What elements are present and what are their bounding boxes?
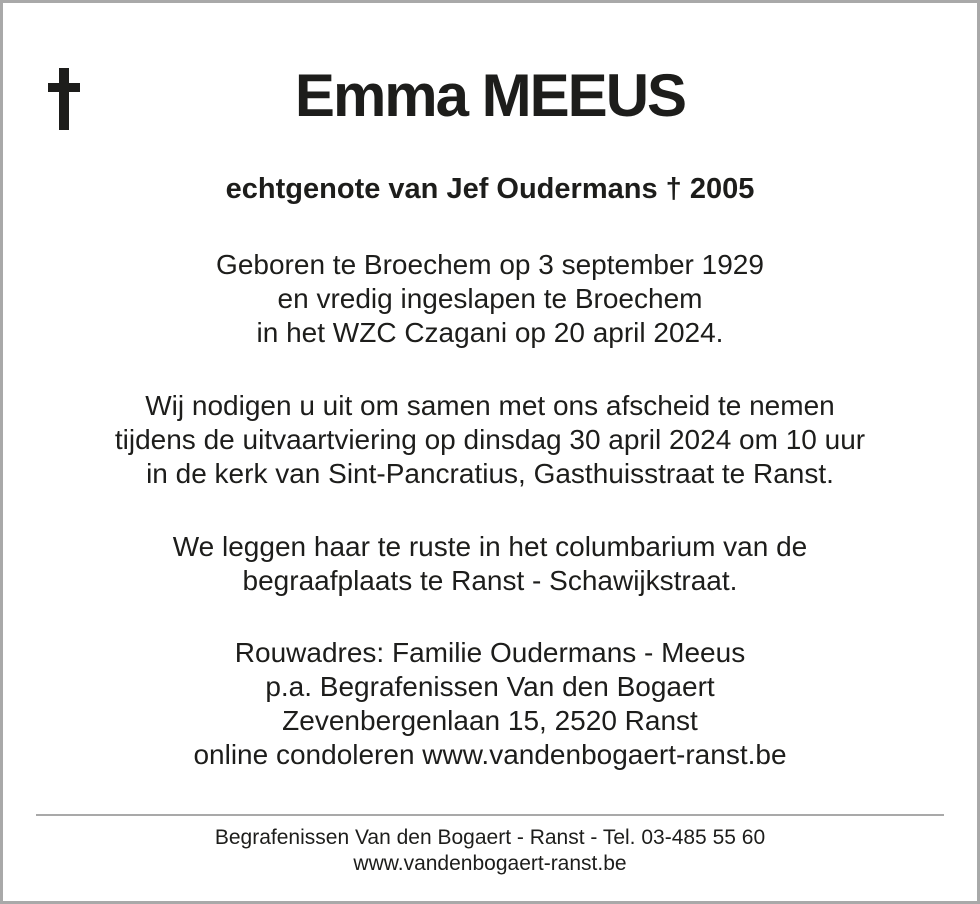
address-line-2: p.a. Begrafenissen Van den Bogaert [265, 671, 715, 702]
funeral-home-footer [0, 825, 980, 877]
birth-death-paragraph [0, 248, 980, 350]
invite-line-2: tijdens de uitvaartviering op dinsdag 30 april 2024 om 10 uur [114, 424, 866, 455]
burial-line-1: We leggen haar te ruste in het columbarium van de [172, 531, 808, 562]
footer-website: www.vandenbogaert-ranst.be [353, 852, 627, 875]
birth-line-2: en vredig ingeslapen te Broechem [277, 283, 703, 314]
address-line-3: Zevenbergenlaan 15, 2520 Ranst [282, 705, 698, 736]
birth-line-3: in het WZC Czagani op 20 april 2024. [256, 317, 724, 348]
birth-line-1: Geboren te Broechem op 3 september 1929 [216, 249, 764, 280]
funeral-invitation-paragraph [0, 389, 980, 491]
invite-line-3: in de kerk van Sint-Pancratius, Gasthuisstraat te Ranst. [146, 458, 834, 489]
mourning-address-paragraph [0, 636, 980, 772]
burial-line-2: begraafplaats te Ranst - Schawijkstraat. [242, 565, 738, 596]
address-line-1: Rouwadres: Familie Oudermans - Meeus [234, 637, 746, 668]
spouse-line: echtgenote van Jef Oudermans † 2005 [225, 173, 755, 205]
invite-line-1: Wij nodigen u uit om samen met ons afscheid te nemen [145, 390, 835, 421]
condolence-link: online condoleren www.vandenbogaert-ranst.be [193, 739, 787, 770]
footer-contact: Begrafenissen Van den Bogaert - Ranst - Tel. 03-485 55 60 [214, 826, 766, 849]
footer-divider [36, 814, 944, 816]
burial-paragraph [0, 530, 980, 598]
deceased-name: Emma MEEUS [294, 62, 686, 129]
